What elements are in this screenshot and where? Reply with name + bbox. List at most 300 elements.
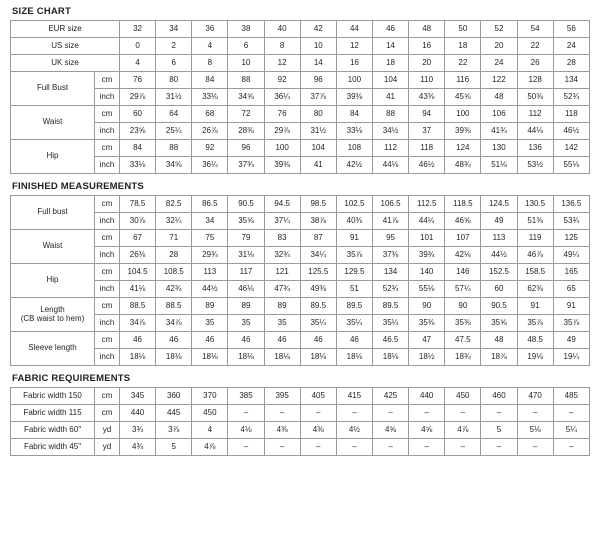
- fabric-requirements-table: [10, 387, 590, 456]
- row-unit: cm: [95, 72, 120, 89]
- cell: 76: [264, 106, 300, 123]
- cell: –: [517, 439, 553, 456]
- cell: 20: [409, 55, 445, 72]
- cell: 140: [409, 264, 445, 281]
- table-row: [11, 89, 590, 106]
- row-unit: cm: [95, 196, 120, 213]
- cell: 37⅞: [300, 89, 336, 106]
- cell: 440: [409, 388, 445, 405]
- row-unit: cm: [95, 140, 120, 157]
- table-row: [11, 281, 590, 298]
- cell: –: [553, 405, 589, 422]
- row-label: Fabric width 60": [11, 422, 95, 439]
- table-row: [11, 55, 590, 72]
- table-row: [11, 230, 590, 247]
- cell: 146: [445, 264, 481, 281]
- cell: 19¼: [553, 349, 589, 366]
- cell: 125.5: [300, 264, 336, 281]
- cell: 62⅜: [517, 281, 553, 298]
- cell: 32¾: [264, 247, 300, 264]
- cell: 445: [156, 405, 192, 422]
- cell: 101: [409, 230, 445, 247]
- cell: 5¼: [553, 422, 589, 439]
- cell: 64: [156, 106, 192, 123]
- cell: 41⅞: [372, 213, 408, 230]
- cell: 18⅞: [481, 349, 517, 366]
- cell: 5⅛: [517, 422, 553, 439]
- cell: 4⅝: [409, 422, 445, 439]
- cell: 98.5: [300, 196, 336, 213]
- cell: 52¾: [553, 89, 589, 106]
- cell: 35⅞: [553, 315, 589, 332]
- row-label: [11, 298, 95, 332]
- cell: 136.5: [553, 196, 589, 213]
- cell: 5: [481, 422, 517, 439]
- cell: 60: [120, 106, 156, 123]
- cell: 44⅛: [372, 157, 408, 174]
- finished-measurements-table: [10, 195, 590, 366]
- cell: 71: [156, 230, 192, 247]
- cell: 3⅞: [156, 422, 192, 439]
- cell: 12: [264, 55, 300, 72]
- table-row: [11, 264, 590, 281]
- cell: 2: [156, 38, 192, 55]
- cell: 8: [192, 55, 228, 72]
- row-label: Fabric width 115: [11, 405, 95, 422]
- cell: 117: [228, 264, 264, 281]
- row-unit: cm: [95, 230, 120, 247]
- cell: 18⅛: [228, 349, 264, 366]
- cell: 39⅜: [445, 123, 481, 140]
- finished-measurements-title: FINISHED MEASUREMENTS: [12, 181, 144, 192]
- cell: 18⅛: [156, 349, 192, 366]
- table-row: [11, 332, 590, 349]
- row-unit: inch: [95, 213, 120, 230]
- row-label: Full Bust: [11, 72, 95, 106]
- cell: 89: [264, 298, 300, 315]
- cell: 34⅝: [156, 157, 192, 174]
- cell: 46: [120, 332, 156, 349]
- cell: 72: [228, 106, 264, 123]
- cell: 35¼: [300, 315, 336, 332]
- table-row: [11, 123, 590, 140]
- cell: 4: [192, 422, 228, 439]
- row-unit: cm: [95, 388, 120, 405]
- table-row: [11, 349, 590, 366]
- cell: 130.5: [517, 196, 553, 213]
- cell: 152.5: [481, 264, 517, 281]
- row-unit: inch: [95, 157, 120, 174]
- cell: 440: [120, 405, 156, 422]
- table-row: [11, 388, 590, 405]
- cell: 45⅝: [445, 89, 481, 106]
- cell: 34½: [372, 123, 408, 140]
- cell: 46½: [553, 123, 589, 140]
- cell: 52: [481, 21, 517, 38]
- cell: 112.5: [409, 196, 445, 213]
- row-label: Full bust: [11, 196, 95, 230]
- row-label: Waist: [11, 230, 95, 264]
- cell: 42⅛: [445, 247, 481, 264]
- cell: –: [336, 439, 372, 456]
- cell: 89.5: [300, 298, 336, 315]
- cell: 107: [445, 230, 481, 247]
- cell: 35: [264, 315, 300, 332]
- cell: 42½: [336, 157, 372, 174]
- cell: 119: [517, 230, 553, 247]
- cell: 26⅜: [120, 247, 156, 264]
- cell: 42: [300, 21, 336, 38]
- cell: 415: [336, 388, 372, 405]
- table-row: [11, 247, 590, 264]
- cell: 52¾: [372, 281, 408, 298]
- cell: 460: [481, 388, 517, 405]
- cell: 51⅛: [481, 157, 517, 174]
- row-label: Fabric width 45": [11, 439, 95, 456]
- cell: 91: [336, 230, 372, 247]
- cell: 35⅜: [409, 315, 445, 332]
- cell: 68: [192, 106, 228, 123]
- cell: 31⅛: [228, 247, 264, 264]
- cell: 48¾: [445, 157, 481, 174]
- table-row: [11, 315, 590, 332]
- table-row: [11, 72, 590, 89]
- row-unit: inch: [95, 281, 120, 298]
- cell: 86.5: [192, 196, 228, 213]
- cell: 4¾: [120, 439, 156, 456]
- cell: 116: [445, 72, 481, 89]
- cell: 130: [481, 140, 517, 157]
- cell: 118.5: [445, 196, 481, 213]
- cell: 30⅞: [120, 213, 156, 230]
- cell: 75: [192, 230, 228, 247]
- cell: –: [300, 405, 336, 422]
- cell: 80: [300, 106, 336, 123]
- row-label: Hip: [11, 140, 95, 174]
- cell: 450: [192, 405, 228, 422]
- cell: 38⅞: [300, 213, 336, 230]
- cell: 33⅛: [120, 157, 156, 174]
- cell: 26: [517, 55, 553, 72]
- cell: 36¼: [192, 157, 228, 174]
- cell: 46⅞: [517, 247, 553, 264]
- cell: 46⅛: [228, 281, 264, 298]
- table-row: [11, 439, 590, 456]
- cell: 51: [336, 281, 372, 298]
- cell: 46.5: [372, 332, 408, 349]
- cell: –: [372, 405, 408, 422]
- cell: 4⅜: [264, 422, 300, 439]
- cell: 60: [481, 281, 517, 298]
- cell: 18⅛: [336, 349, 372, 366]
- cell: –: [409, 405, 445, 422]
- cell: 118: [409, 140, 445, 157]
- cell: 37⅜: [372, 247, 408, 264]
- cell: –: [228, 439, 264, 456]
- cell: 18⅛: [300, 349, 336, 366]
- row-label: Sleeve length: [11, 332, 95, 366]
- cell: 34⅞: [156, 315, 192, 332]
- cell: 128: [517, 72, 553, 89]
- cell: 104: [372, 72, 408, 89]
- cell: 90: [445, 298, 481, 315]
- cell: –: [372, 439, 408, 456]
- cell: 44½: [481, 247, 517, 264]
- cell: 10: [228, 55, 264, 72]
- cell: 18: [445, 38, 481, 55]
- cell: 87: [300, 230, 336, 247]
- cell: 49: [481, 213, 517, 230]
- cell: 31½: [156, 89, 192, 106]
- cell: 485: [553, 388, 589, 405]
- cell: 8: [264, 38, 300, 55]
- cell: 106.5: [372, 196, 408, 213]
- cell: 65: [553, 281, 589, 298]
- cell: 49: [553, 332, 589, 349]
- cell: 92: [264, 72, 300, 89]
- row-unit: cm: [95, 264, 120, 281]
- cell: 53½: [517, 157, 553, 174]
- cell: 14: [372, 38, 408, 55]
- cell: 84: [192, 72, 228, 89]
- cell: 41¾: [481, 123, 517, 140]
- cell: 385: [228, 388, 264, 405]
- cell: 450: [445, 388, 481, 405]
- cell: 88.5: [120, 298, 156, 315]
- cell: 36¼: [264, 89, 300, 106]
- cell: 18⅛: [264, 349, 300, 366]
- cell: 122: [481, 72, 517, 89]
- cell: 18: [372, 55, 408, 72]
- cell: 40: [264, 21, 300, 38]
- cell: 37: [409, 123, 445, 140]
- row-unit: yd: [95, 439, 120, 456]
- cell: 41: [300, 157, 336, 174]
- cell: 4½: [336, 422, 372, 439]
- cell: 84: [120, 140, 156, 157]
- table-row: [11, 106, 590, 123]
- cell: 44⅛: [517, 123, 553, 140]
- table-row: [11, 196, 590, 213]
- cell: 88: [228, 72, 264, 89]
- cell: 46½: [409, 157, 445, 174]
- cell: 28: [156, 247, 192, 264]
- cell: 46: [264, 332, 300, 349]
- cell: 46: [228, 332, 264, 349]
- cell: 89.5: [372, 298, 408, 315]
- cell: –: [300, 439, 336, 456]
- cell: 89: [192, 298, 228, 315]
- row-unit: inch: [95, 315, 120, 332]
- cell: 3¾: [120, 422, 156, 439]
- cell: –: [264, 405, 300, 422]
- cell: 345: [120, 388, 156, 405]
- cell: 94.5: [264, 196, 300, 213]
- fabric-requirements-title: FABRIC REQUIREMENTS: [12, 373, 131, 384]
- cell: 35¼: [372, 315, 408, 332]
- row-unit: inch: [95, 247, 120, 264]
- cell: 48.5: [517, 332, 553, 349]
- cell: 41⅛: [120, 281, 156, 298]
- row-unit: inch: [95, 89, 120, 106]
- cell: 12: [336, 38, 372, 55]
- table-row: [11, 298, 590, 315]
- cell: 96: [228, 140, 264, 157]
- cell: 32¼: [156, 213, 192, 230]
- cell: 51⅜: [517, 213, 553, 230]
- cell: 57¼: [445, 281, 481, 298]
- cell: 47¾: [264, 281, 300, 298]
- cell: 39⅜: [336, 89, 372, 106]
- cell: 18⅛: [372, 349, 408, 366]
- cell: –: [336, 405, 372, 422]
- cell: 24: [553, 38, 589, 55]
- cell: –: [264, 439, 300, 456]
- cell: 29⅞: [264, 123, 300, 140]
- cell: 6: [156, 55, 192, 72]
- cell: 23⅝: [120, 123, 156, 140]
- cell: 56: [553, 21, 589, 38]
- cell: 95: [372, 230, 408, 247]
- cell: 55⅛: [409, 281, 445, 298]
- cell: 47: [409, 332, 445, 349]
- cell: 29¾: [192, 247, 228, 264]
- row-unit: cm: [95, 332, 120, 349]
- cell: 31½: [300, 123, 336, 140]
- cell: 106: [481, 106, 517, 123]
- cell: 34: [156, 21, 192, 38]
- cell: 425: [372, 388, 408, 405]
- cell: 370: [192, 388, 228, 405]
- cell: 90.5: [481, 298, 517, 315]
- cell: 39¾: [409, 247, 445, 264]
- cell: 48: [481, 332, 517, 349]
- row-label: Fabric width 150: [11, 388, 95, 405]
- cell: 88.5: [156, 298, 192, 315]
- cell: 28: [553, 55, 589, 72]
- table-row: [11, 140, 590, 157]
- cell: 50⅜: [517, 89, 553, 106]
- cell: 4: [120, 55, 156, 72]
- cell: 129.5: [336, 264, 372, 281]
- cell: 18⅛: [120, 349, 156, 366]
- size-chart-body: [11, 21, 590, 174]
- cell: 100: [445, 106, 481, 123]
- cell: 46⅝: [445, 213, 481, 230]
- cell: –: [481, 439, 517, 456]
- cell: 35⅜: [445, 315, 481, 332]
- cell: –: [517, 405, 553, 422]
- cell: 41: [372, 89, 408, 106]
- table-row: [11, 213, 590, 230]
- cell: 4⅜: [300, 422, 336, 439]
- cell: 35⅝: [228, 213, 264, 230]
- cell: 158.5: [517, 264, 553, 281]
- table-row: [11, 38, 590, 55]
- size-chart-title: SIZE CHART: [12, 6, 71, 17]
- cell: 96: [300, 72, 336, 89]
- cell: 134: [553, 72, 589, 89]
- cell: 4⅞: [192, 439, 228, 456]
- cell: 36: [192, 21, 228, 38]
- cell: 88: [372, 106, 408, 123]
- cell: 54: [517, 21, 553, 38]
- cell: 76: [120, 72, 156, 89]
- cell: –: [409, 439, 445, 456]
- cell: 46: [300, 332, 336, 349]
- cell: 48: [409, 21, 445, 38]
- size-chart-table: [10, 20, 590, 174]
- cell: 35¼: [336, 315, 372, 332]
- cell: –: [445, 405, 481, 422]
- cell: 48: [481, 89, 517, 106]
- cell: 4⅞: [445, 422, 481, 439]
- cell: 79: [228, 230, 264, 247]
- cell: 19⅛: [517, 349, 553, 366]
- row-label: US size: [11, 38, 120, 55]
- cell: 44¼: [409, 213, 445, 230]
- cell: 33⅛: [192, 89, 228, 106]
- row-unit: inch: [95, 349, 120, 366]
- cell: 470: [517, 388, 553, 405]
- cell: 49¼: [553, 247, 589, 264]
- cell: 91: [553, 298, 589, 315]
- cell: 6: [228, 38, 264, 55]
- cell: 67: [120, 230, 156, 247]
- cell: 78.5: [120, 196, 156, 213]
- cell: 34⅞: [120, 315, 156, 332]
- cell: –: [445, 439, 481, 456]
- cell: 82.5: [156, 196, 192, 213]
- cell: 124.5: [481, 196, 517, 213]
- cell: 112: [517, 106, 553, 123]
- cell: 16: [336, 55, 372, 72]
- cell: 22: [517, 38, 553, 55]
- cell: 100: [336, 72, 372, 89]
- cell: 34: [192, 213, 228, 230]
- cell: 102.5: [336, 196, 372, 213]
- table-row: [11, 21, 590, 38]
- cell: 35: [228, 315, 264, 332]
- row-label: UK size: [11, 55, 120, 72]
- cell: 88: [156, 140, 192, 157]
- row-label: Waist: [11, 106, 95, 140]
- cell: 35⅞: [336, 247, 372, 264]
- cell: 395: [264, 388, 300, 405]
- finished-measurements-body: [11, 196, 590, 366]
- row-label: Hip: [11, 264, 95, 298]
- cell: 39⅜: [264, 157, 300, 174]
- cell: 104: [300, 140, 336, 157]
- cell: 360: [156, 388, 192, 405]
- cell: 33⅛: [336, 123, 372, 140]
- cell: –: [553, 439, 589, 456]
- cell: 46: [336, 332, 372, 349]
- cell: 89: [228, 298, 264, 315]
- cell: 25¼: [156, 123, 192, 140]
- cell: 142: [553, 140, 589, 157]
- cell: 46: [372, 21, 408, 38]
- cell: 14: [300, 55, 336, 72]
- cell: 44: [336, 21, 372, 38]
- cell: 43⅜: [409, 89, 445, 106]
- cell: –: [228, 405, 264, 422]
- cell: 80: [156, 72, 192, 89]
- cell: 4: [192, 38, 228, 55]
- cell: 134: [372, 264, 408, 281]
- cell: 29⅞: [120, 89, 156, 106]
- cell: 35⅞: [517, 315, 553, 332]
